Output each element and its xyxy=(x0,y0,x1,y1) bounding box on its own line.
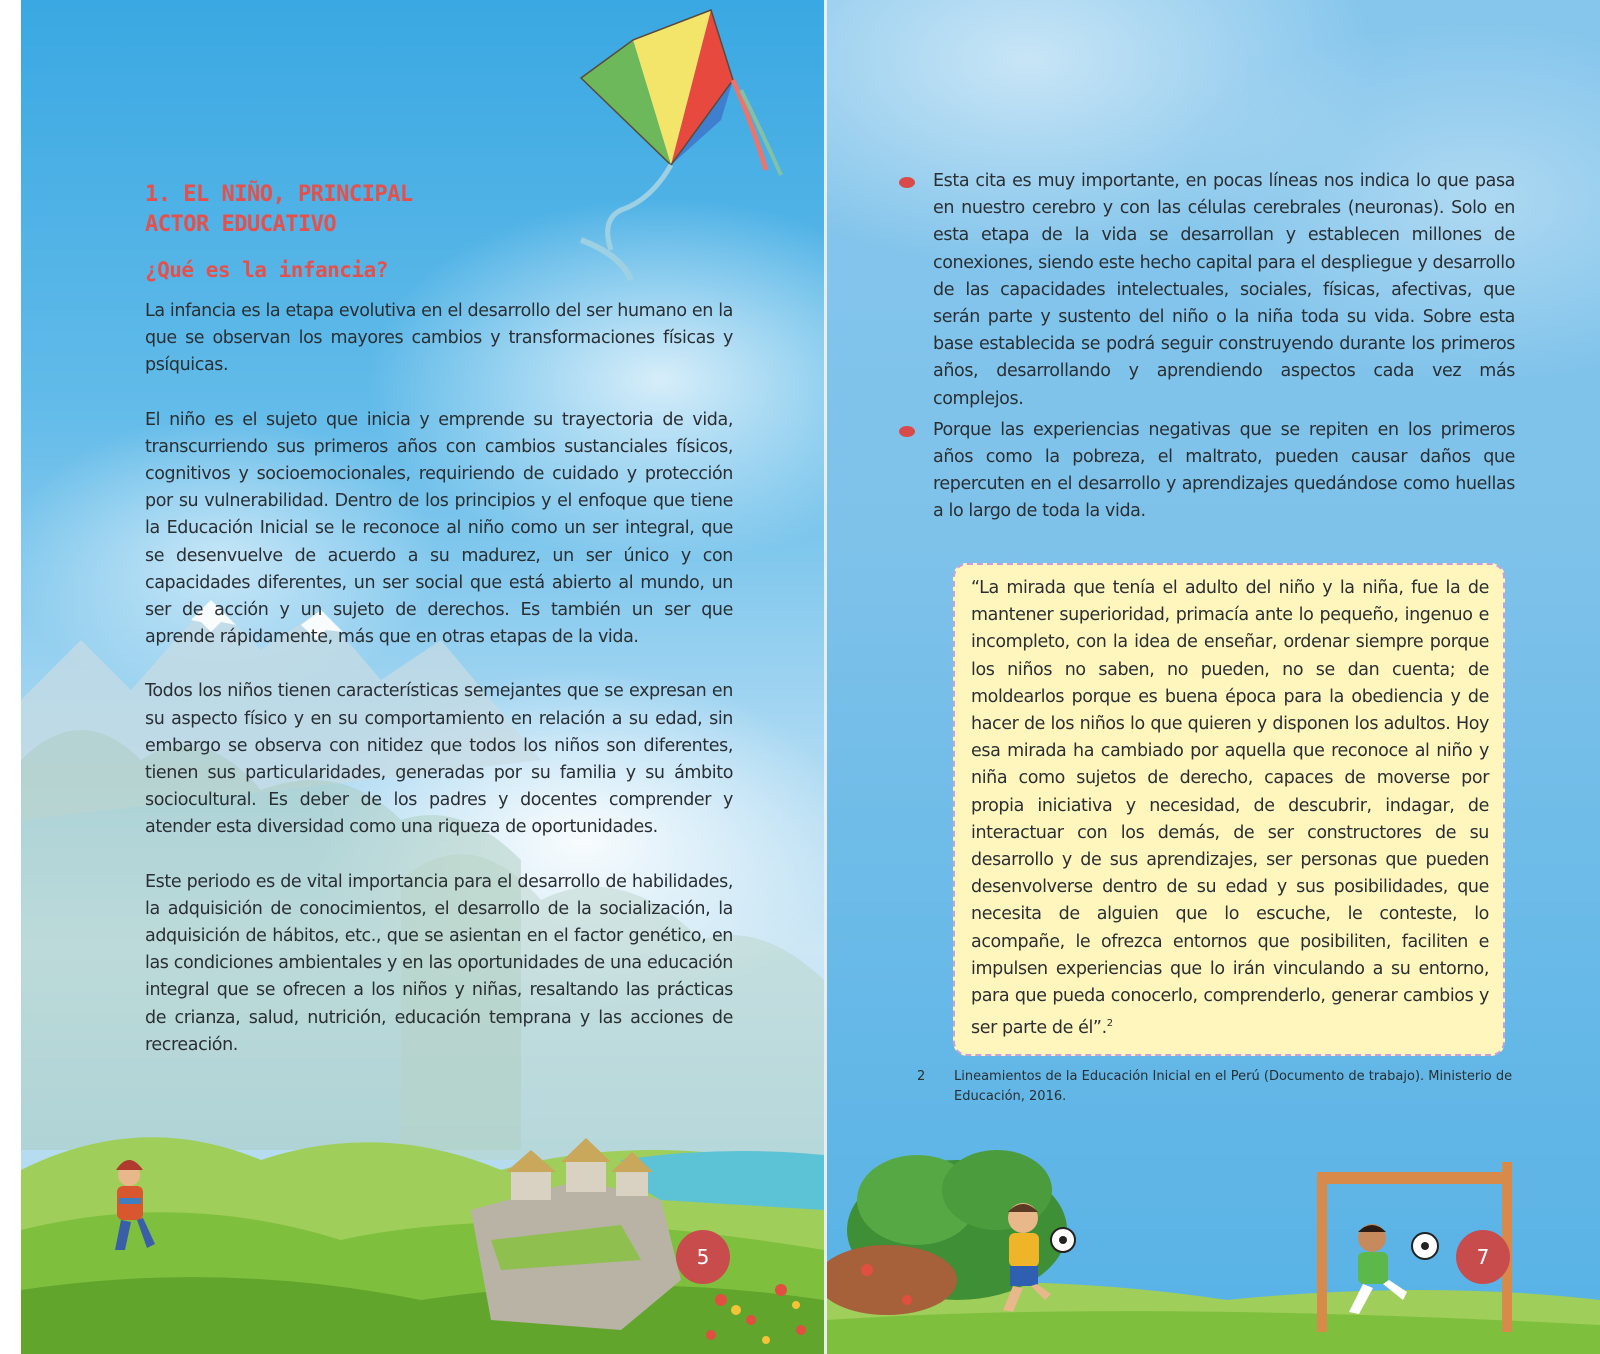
bullet-text: Porque las experiencias negativas que se repiten en los primeros años como la pobreza, el maltrato, pueden causar daños que repercuten en el desarrollo y aprendizajes quedándose como huellas a lo largo de toda la vida. xyxy=(933,419,1515,522)
paragraph: El niño es el sujeto que inicia y emprende su trayectoria de vida, transcurriendo sus primeros años con cambios sustanciales físicos, cognitivos y socioemocionales, requiriendo de cuidado y protección por su vulnerabilidad. Dentro de los principios y el enfoque que tiene la Educación Inicial se le reconoce al niño como un ser integral, que se desenvuelve de acuerdo a su madurez, un ser único y con capacidades diferentes, un ser social que está abierto al mundo, un ser de acción y un sujeto de derechos. Es también un ser que aprende rápidamente, más que en otras etapas de la vida. xyxy=(145,409,733,648)
bullet-text: Esta cita es muy importante, en pocas líneas nos indica lo que pasa en nuestro cerebro y con las células cerebrales (neuronas). Solo en esta etapa de la vida se desarrollan y establecen millones de conexiones, siendo este hecho capital para el despliegue y desarrollo de las capacidades intelectuales, sociales, físicas, afectivas, que serán parte y sustento del niño o la niña toda su vida. Sobre esta base establecida se podrá seguir construyendo durante los primeros años, desarrollando y aprendiendo aspectos cada vez más complejos. xyxy=(933,171,1515,409)
bullet-dot-icon xyxy=(899,177,915,188)
bullet-item xyxy=(933,417,1515,526)
quote-body: “La mirada que tenía el adulto del niño y la niña, fue la de mantener superioridad, primacía ante lo pequeño, ingenuo e incompleto, con la idea de enseñar, ordenar siempre porque los niños no saben, no pueden, no se dan cuenta; de moldearlos porque es buena época para la obediencia y de hacer de los niños lo que quieren y disponen los adultos. Hoy esa mirada ha cambiado por aquella que reconoce al niño y niña como sujetos de derecho, capaces de moverse por propia iniciativa y necesidad, de descubrir, indagar, de interactuar con los demás, de ser constructores de su desarrollo y de sus aprendizajes, ser personas que pueden desenvolverse dentro de su edad y sus posibilidades, que necesita de alguien que lo escuche, le conteste, lo acompañe, le ofrezca entornos que posibiliten, faciliten e impulsen experiencias que lo irán vinculando a su entorno, para que pueda conocerlo, comprenderlo, generar cambios y ser parte de él”. xyxy=(971,578,1489,1039)
page-number-badge: 7 xyxy=(1456,1230,1510,1284)
footnote-number: 2 xyxy=(917,1069,926,1084)
right-body-text xyxy=(933,168,1515,530)
kite-icon xyxy=(581,10,781,280)
paragraph: La infancia es la etapa evolutiva en el desarrollo del ser humano en la que se observan los mayores cambios y transformaciones físicas y psíquicas. xyxy=(145,301,733,376)
quote-text xyxy=(971,575,1489,1042)
section-subheading: ¿Qué es la infancia? xyxy=(145,258,388,282)
left-body-text xyxy=(145,298,733,1086)
bullet-dot-icon xyxy=(899,426,915,437)
quote-box xyxy=(953,563,1505,1056)
right-page xyxy=(827,0,1600,1354)
quote-reference: 2 xyxy=(1106,1018,1113,1030)
paragraph: Este periodo es de vital importancia para el desarrollo de habilidades, la adquisición de conocimientos, el desarrollo de la socialización, la adquisición de hábitos, etc., que se asientan en el factor genético, en las condiciones ambientales y en las oportunidades de una educación integral que se ofrecen a los niños y niñas, resaltando las prácticas de crianza, salud, nutrición, educación temprana y las acciones de recreación. xyxy=(145,871,733,1055)
footnote-text: Lineamientos de la Educación Inicial en el Perú (Documento de trabajo). Ministerio de Educación, 2016. xyxy=(954,1069,1513,1104)
section-heading: 1. EL NIÑO, PRINCIPAL ACTOR EDUCATIVO xyxy=(145,182,413,237)
bullet-item xyxy=(933,168,1515,413)
page-number-badge: 5 xyxy=(676,1230,730,1284)
book-spread xyxy=(21,0,1600,1354)
paragraph: Todos los niños tienen características semejantes que se expresan en su aspecto físico y en su comportamiento en relación a su edad, sin embargo se observa con nitidez que todos los niños son diferentes, tienen sus particularidades, generadas por su familia y su ámbito sociocultural. Es deber de los padres y docentes comprender y atender esta diversidad como una riqueza de oportunidades. xyxy=(145,681,733,838)
left-page xyxy=(21,0,824,1354)
